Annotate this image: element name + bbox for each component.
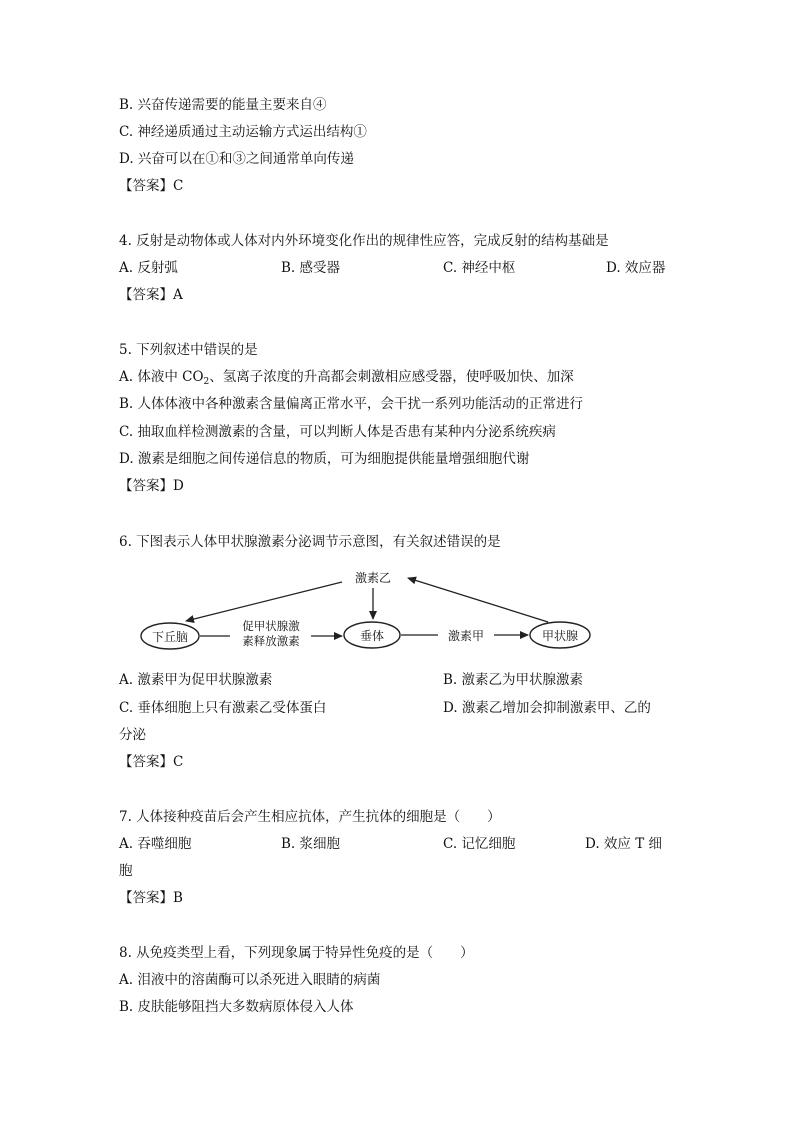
hormone-b-label: 激素乙 [354,571,392,585]
arrow-hormone-b-to-hypothalamus [186,582,342,621]
q7-stem: 7. 人体接种疫苗后会产生相应抗体，产生抗体的细胞是（ ） [119,809,501,825]
q5-option-c: C. 抽取血样检测激素的含量，可以判断人体是否患有某种内分泌系统疾病 [119,424,556,440]
q6-option-d: D. 激素乙增加会抑制激素甲、乙的 [443,700,651,716]
q6-answer: 【答案】C [119,754,184,770]
q6-stem: 6. 下图表示人体甲状腺激素分泌调节示意图，有关叙述错误的是 [119,534,501,550]
q4-stem: 4. 反射是动物体或人体对内外环境变化作出的规律性应答，完成反射的结构基础是 [119,233,609,249]
q7-option-c: C. 记忆细胞 [443,836,516,852]
q6-option-c: C. 垂体细胞上只有激素乙受体蛋白 [119,700,327,716]
q8-option-a: A. 泪液中的溶菌酶可以杀死进入眼睛的病菌 [119,972,381,988]
trh-label-line1: 促甲状腺激 [242,619,300,633]
trh-label-line2: 素释放激素 [242,634,300,648]
hypothalamus-label: 下丘脑 [151,630,189,644]
q5-stem: 5. 下列叙述中错误的是 [119,342,258,358]
q5-option-a-pre: A. 体液中 CO [119,369,204,385]
q7-answer: 【答案】B [119,890,183,906]
q7-option-b: B. 浆细胞 [281,836,341,852]
q6-option-d-continued: 分泌 [119,727,146,743]
q8-stem: 8. 从免疫类型上看，下列现象属于特异性免疫的是（ ） [119,945,474,961]
q6-option-b: B. 激素乙为甲状腺激素 [443,672,584,688]
q7-option-a: A. 吞噬细胞 [119,836,192,852]
q4-option-c: C. 神经中枢 [443,260,516,276]
q5-option-a-subscript: 2 [203,377,210,387]
q5-option-a [119,367,574,392]
thyroid-regulation-diagram [130,562,630,662]
q3-option-d: D. 兴奋可以在①和③之间通常单向传递 [119,151,354,167]
arrow-thyroid-to-hormone-b [408,578,548,622]
q4-option-a: A. 反射弧 [119,260,178,276]
q7-option-d: D. 效应 T 细 [585,836,663,852]
q5-option-d: D. 激素是细胞之间传递信息的物质，可为细胞提供能量增强细胞代谢 [119,451,530,467]
q5-option-a-post: 、氢离子浓度的升高都会刺激相应感受器，使呼吸加快、加深 [209,369,574,385]
q5-option-b: B. 人体体液中各种激素含量偏离正常水平，会干扰一系列功能活动的正常进行 [119,396,584,412]
q4-option-d: D. 效应器 [606,260,666,276]
q3-option-b: B. 兴奋传递需要的能量主要来自④ [119,97,327,113]
q3-answer: 【答案】C [119,178,184,194]
hormone-a-label: 激素甲 [447,629,485,643]
q5-answer: 【答案】D [119,478,184,494]
q7-option-d-continued: 胞 [119,863,133,879]
q4-option-b: B. 感受器 [281,260,341,276]
pituitary-label: 垂体 [359,629,385,643]
thyroid-label: 甲状腺 [541,629,579,643]
q8-option-b: B. 皮肤能够阻挡大多数病原体侵入人体 [119,999,354,1015]
q4-answer: 【答案】A [119,287,183,303]
q3-option-c: C. 神经递质通过主动运输方式运出结构① [119,124,367,140]
q6-option-a: A. 激素甲为促甲状腺激素 [119,672,273,688]
